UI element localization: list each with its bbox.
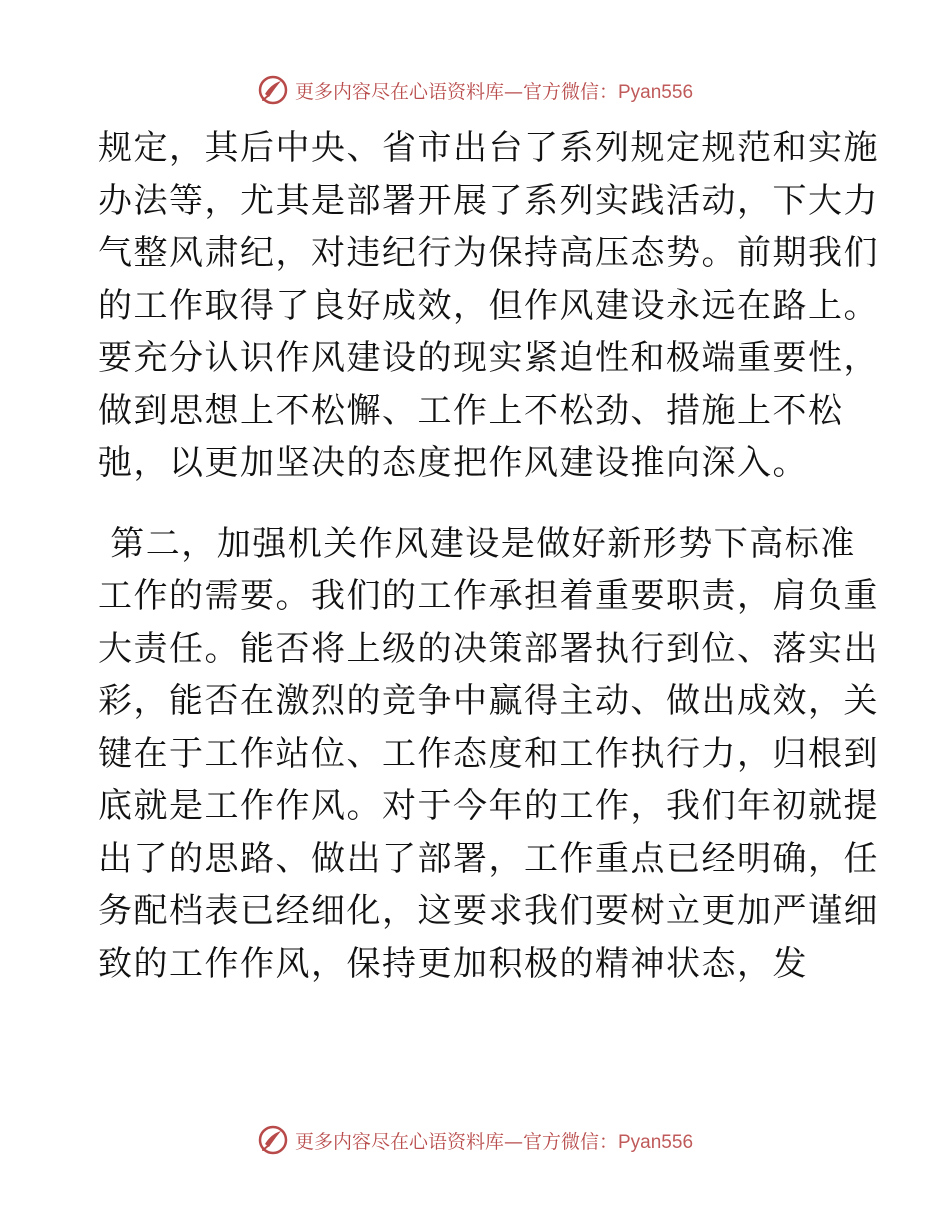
header-watermark xyxy=(0,70,950,110)
text-line: 做到思想上不松懈、工作上不松劲、措施上不松 xyxy=(98,390,844,431)
document-body xyxy=(98,122,879,990)
text-line: 工作的需要。我们的工作承担着重要职责，肩负重 xyxy=(98,576,879,616)
watermark-text-cn: 更多内容尽在心语资料库—官方微信： xyxy=(294,80,618,103)
watermark-text xyxy=(295,1127,693,1154)
watermark-text xyxy=(295,77,693,104)
text-line: 气整风肃纪，对违纪行为保持高压态势。前期我们 xyxy=(98,233,879,273)
pen-logo-icon xyxy=(257,1124,289,1156)
text-line: 的工作取得了良好成效，但作风建设永远在路上。 xyxy=(98,285,879,326)
text-line: 弛，以更加坚决的态度把作风建设推向深入。 xyxy=(98,443,808,483)
text-line: 底就是工作作风。对于今年的工作，我们年初就提 xyxy=(98,786,879,826)
text-line: 彩，能否在激烈的竞争中赢得主动、做出成效，关 xyxy=(98,681,879,721)
text-line: 办法等，尤其是部署开展了系列实践活动，下大力 xyxy=(98,180,879,221)
paragraph-1 xyxy=(98,122,879,490)
watermark-text-en: Pyan556 xyxy=(618,81,694,103)
footer-watermark xyxy=(0,1120,950,1160)
pen-logo-icon xyxy=(257,74,289,106)
paragraph-2 xyxy=(98,518,879,991)
text-line: 键在于工作站位、工作态度和工作执行力，归根到 xyxy=(98,733,879,774)
text-line: 出了的思路、做出了部署，工作重点已经明确，任 xyxy=(98,838,879,879)
text-line: 规定，其后中央、省市出台了系列规定规范和实施 xyxy=(98,128,879,168)
watermark-text-cn: 更多内容尽在心语资料库—官方微信： xyxy=(294,1130,618,1153)
text-line: 务配档表已经细化，这要求我们要树立更加严谨细 xyxy=(98,891,879,931)
watermark-text-en: Pyan556 xyxy=(618,1131,694,1153)
text-line: 要充分认识作风建设的现实紧迫性和极端重要性， xyxy=(98,338,879,378)
text-line: 致的工作作风，保持更加积极的精神状态，发 xyxy=(98,943,808,984)
text-line: 大责任。能否将上级的决策部署执行到位、落实出 xyxy=(98,628,879,669)
text-line: 第二，加强机关作风建设是做好新形势下高标准 xyxy=(98,523,856,564)
